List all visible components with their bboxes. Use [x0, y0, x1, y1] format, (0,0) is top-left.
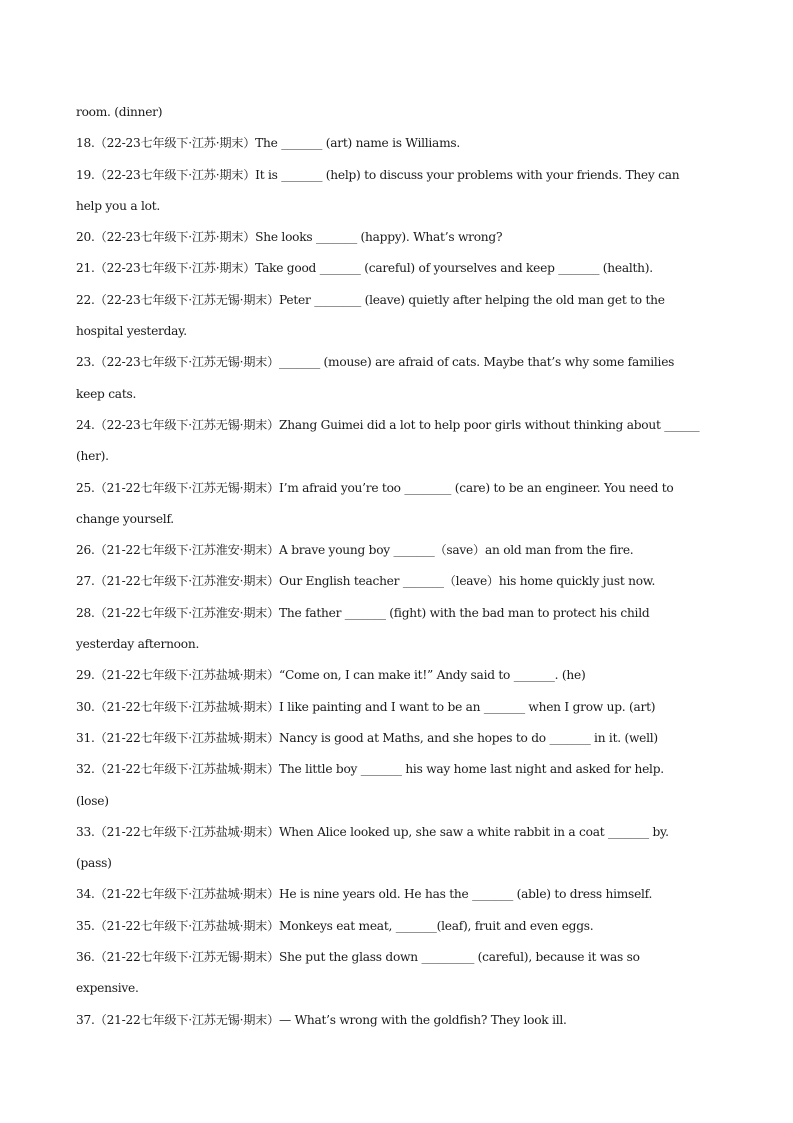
exercise-18: 18.（22-23七年级下·江苏·期末）The _______ (art) name is Williams.	[76, 136, 460, 151]
text-line: keep cats.	[76, 386, 137, 401]
exercise-36: 36.（21-22七年级下·江苏无锡·期末）She put the glass down _________ (careful), because it was so	[76, 950, 640, 965]
exercise-list	[76, 101, 721, 1040]
text-line: expensive.	[76, 981, 139, 996]
exercise-25: 25.（21-22七年级下·江苏无锡·期末）I’m afraid you’re too ________ (care) to be an engineer. You need to	[76, 480, 674, 495]
text-line: hospital yesterday.	[76, 324, 187, 339]
exercise-35: 35.（21-22七年级下·江苏盐城·期末）Monkeys eat meat, _______(leaf), fruit and even eggs.	[76, 918, 594, 933]
exercise-26: 26.（21-22七年级下·江苏淮安·期末）A brave young boy _______（save）an old man from the fire.	[76, 543, 634, 558]
exercise-22: 22.（22-23七年级下·江苏无锡·期末）Peter ________ (leave) quietly after helping the old man get to the	[76, 292, 665, 307]
exercise-27: 27.（21-22七年级下·江苏淮安·期末）Our English teacher _______（leave）his home quickly just now.	[76, 574, 656, 589]
exercise-30: 30.（21-22七年级下·江苏盐城·期末）I like painting and I want to be an _______ when I grow up. (art)	[76, 699, 656, 714]
exercise-34: 34.（21-22七年级下·江苏盐城·期末）He is nine years old. He has the _______ (able) to dress himself.	[76, 887, 653, 902]
exercise-29: 29.（21-22七年级下·江苏盐城·期末）“Come on, I can make it!” Andy said to _______. (he)	[76, 668, 586, 683]
exercise-28: 28.（21-22七年级下·江苏淮安·期末）The father _______ (fight) with the bad man to protect his child	[76, 605, 650, 620]
text-line: help you a lot.	[76, 198, 160, 213]
text-line: (lose)	[76, 793, 109, 808]
exercise-31: 31.（21-22七年级下·江苏盐城·期末）Nancy is good at Maths, and she hopes to do _______ in it. (well)	[76, 730, 658, 745]
exercise-21: 21.（22-23七年级下·江苏·期末）Take good _______ (careful) of yourselves and keep _______ (health).	[76, 261, 653, 276]
text-line: change yourself.	[76, 511, 174, 526]
text-line: (pass)	[76, 856, 112, 871]
exercise-20: 20.（22-23七年级下·江苏·期末）She looks _______ (happy). What’s wrong?	[76, 230, 503, 245]
exercise-19: 19.（22-23七年级下·江苏·期末）It is _______ (help) to discuss your problems with your friends. They can	[76, 167, 680, 182]
exercise-23: 23.（22-23七年级下·江苏无锡·期末）_______ (mouse) are afraid of cats. Maybe that’s why some families	[76, 355, 675, 370]
exercise-32: 32.（21-22七年级下·江苏盐城·期末）The little boy _______ his way home last night and asked for help.	[76, 762, 664, 777]
exercise-37: 37.（21-22七年级下·江苏无锡·期末）— What’s wrong with the goldfish? They look ill.	[76, 1012, 567, 1027]
text-line: room. (dinner)	[76, 105, 163, 119]
exercise-24: 24.（22-23七年级下·江苏无锡·期末）Zhang Guimei did a lot to help poor girls without thinking about ______	[76, 417, 700, 432]
text-line: (her).	[76, 449, 109, 464]
text-line: yesterday afternoon.	[76, 637, 200, 652]
exercise-33: 33.（21-22七年级下·江苏盐城·期末）When Alice looked up, she saw a white rabbit in a coat _______ by.	[76, 824, 669, 839]
